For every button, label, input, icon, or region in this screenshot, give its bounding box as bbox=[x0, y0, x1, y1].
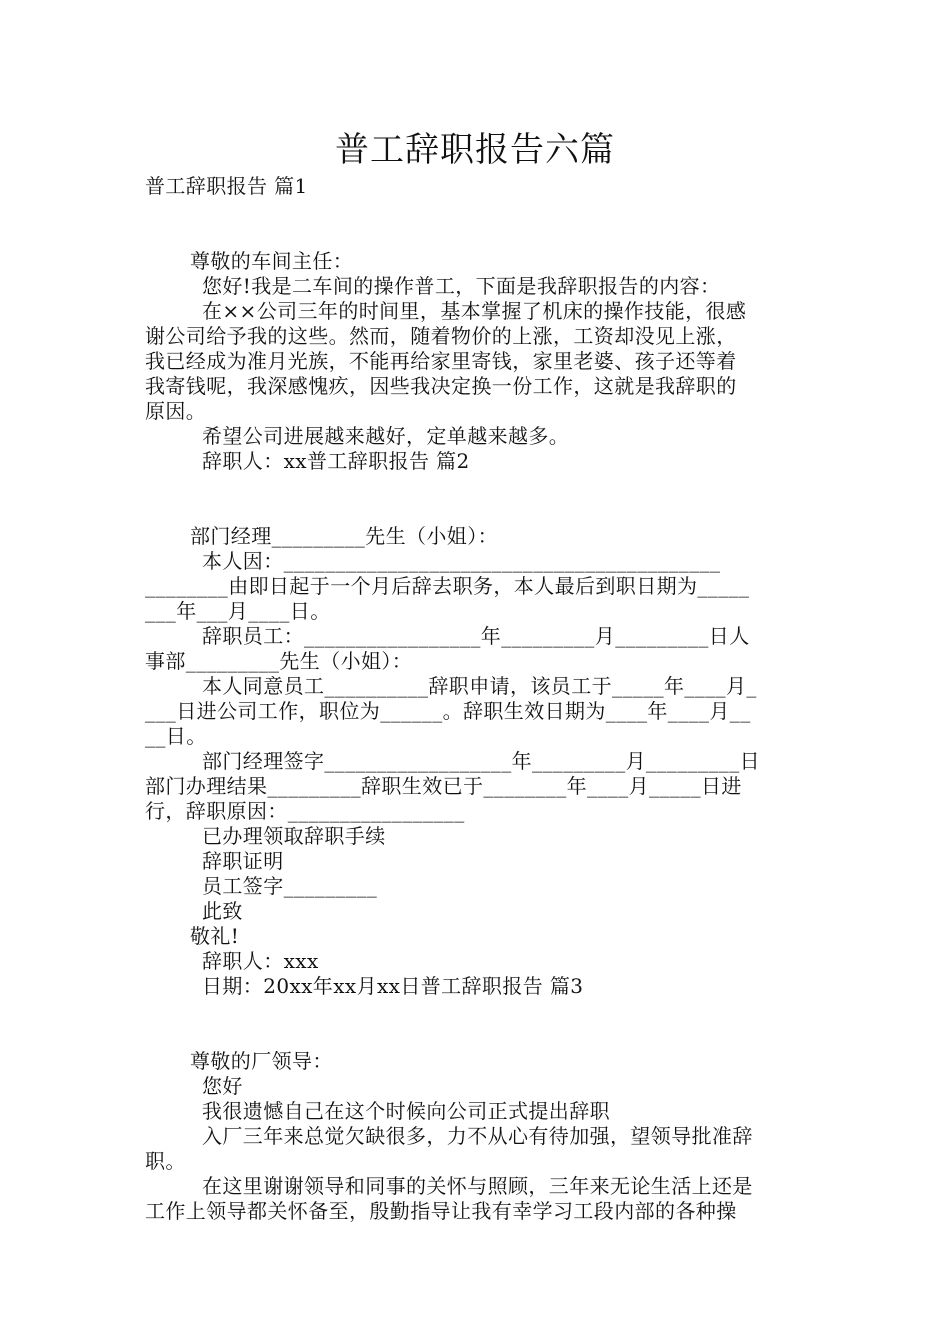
paragraph-line: 工作上领导都关怀备至，殷勤指导让我有幸学习工段内部的各种操 bbox=[145, 1199, 737, 1223]
paragraph-line: 原因。 bbox=[145, 399, 207, 423]
form-line: 已办理领取辞职手续 bbox=[202, 824, 386, 848]
paragraph-line: 在这里谢谢领导和同事的关怀与照顾，三年来无论生活上还是 bbox=[202, 1174, 753, 1198]
paragraph-line: 我已经成为准月光族，不能再给家里寄钱，家里老婆、孩子还等着 bbox=[145, 349, 737, 373]
salutation: 尊敬的车间主任： bbox=[190, 249, 354, 273]
paragraph-line: 您好!我是二车间的操作普工，下面是我辞职报告的内容： bbox=[202, 274, 721, 298]
form-line: ___日进公司工作，职位为______。辞职生效日期为____年____月__ bbox=[145, 699, 751, 723]
document-title: 普工辞职报告六篇 bbox=[335, 130, 615, 170]
form-line: 部门办理结果_________辞职生效已于________年____月_____日进 bbox=[145, 774, 742, 798]
form-line: __日。 bbox=[145, 724, 207, 748]
form-line: 行，辞职原因：_________________ bbox=[145, 799, 465, 823]
closing-line: 敬礼! bbox=[190, 924, 240, 948]
paragraph-line: 谢公司给予我的这些。然而，随着物价的上涨，工资却没见上涨， bbox=[145, 324, 737, 348]
form-line: 辞职员工：_________________年_________月_________日人 bbox=[202, 624, 750, 648]
paragraph-line: 我很遗憾自己在这个时候向公司正式提出辞职 bbox=[202, 1099, 610, 1123]
closing-line: 此致 bbox=[202, 899, 243, 923]
form-line: 本人同意员工__________辞职申请，该员工于_____年____月_ bbox=[202, 674, 757, 698]
form-line: 辞职证明 bbox=[202, 849, 284, 873]
section-heading-2: 辞职人：xx普工辞职报告 篇2 bbox=[202, 449, 470, 473]
form-line: 部门经理签字__________________年_________月_________日 bbox=[202, 749, 760, 773]
paragraph-line: 我寄钱呢，我深感愧疚，因些我决定换一份工作，这就是我辞职的 bbox=[145, 374, 737, 398]
form-line: 事部_________先生（小姐）： bbox=[145, 649, 413, 673]
form-line: 员工签字_________ bbox=[202, 874, 378, 898]
paragraph-line: 职。 bbox=[145, 1149, 186, 1173]
form-line: ________由即日起于一个月后辞去职务，本人最后到职日期为_____ bbox=[145, 574, 750, 598]
paragraph-line: 希望公司进展越来越好，定单越来越多。 bbox=[202, 424, 570, 448]
section-heading-1: 普工辞职报告 篇1 bbox=[145, 174, 308, 198]
salutation: 部门经理_________先生（小姐）： bbox=[190, 524, 498, 548]
signature-line: 辞职人：xxx bbox=[202, 949, 319, 973]
paragraph-line: 在××公司三年的时间里，基本掌握了机床的操作技能，很感 bbox=[202, 299, 747, 323]
paragraph-line: 入厂三年来总觉欠缺很多，力不从心有待加强，望领导批准辞 bbox=[202, 1124, 753, 1148]
salutation: 尊敬的厂领导： bbox=[190, 1049, 333, 1073]
form-line: ___年___月____日。 bbox=[145, 599, 331, 623]
form-line: 本人因：__________________________________________ bbox=[202, 549, 721, 573]
paragraph-line: 您好 bbox=[202, 1074, 243, 1098]
section-heading-3: 日期：20xx年xx月xx日普工辞职报告 篇3 bbox=[202, 974, 584, 998]
